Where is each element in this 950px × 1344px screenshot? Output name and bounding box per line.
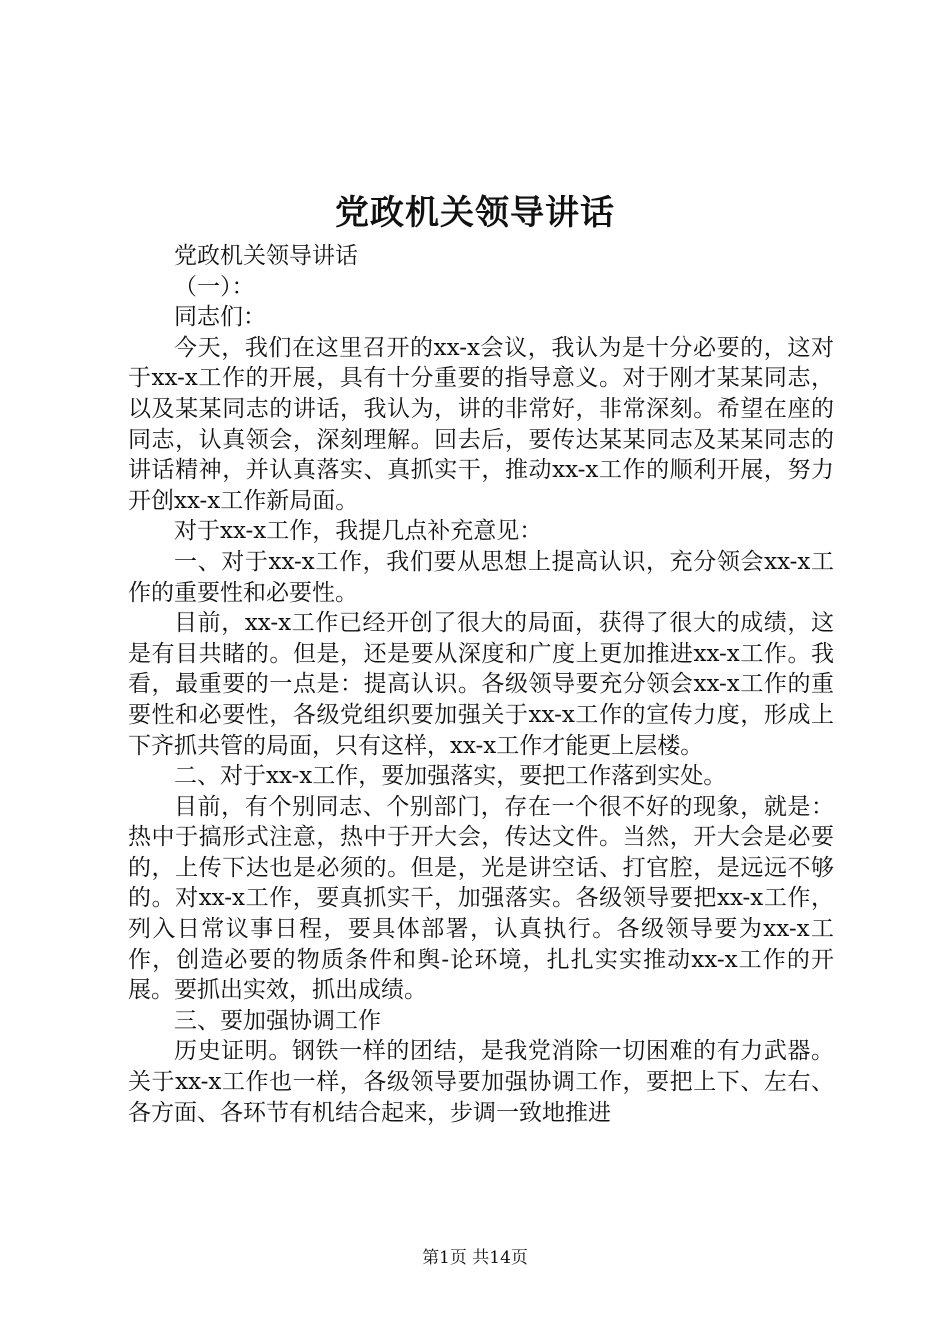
- document-body: [128, 241, 834, 1128]
- paragraph: 三、要加强协调工作: [174, 1007, 381, 1034]
- paragraph: 党政机关领导讲话: [174, 243, 358, 269]
- page-footer: 第1页 共14页: [422, 1248, 528, 1268]
- paragraph: 今天，我们在这里召开的xx-x会议，我认为是十分必要的，这对于xx-x工作的开展，具有十分重要的指导意义。对于刚才某某同志，以及某某同志的讲话，我认为，讲的非常好，非常深刻。希望在座的同志，认真领会，深刻理解。回去后，要传达某某同志及某某同志的讲话精神，并认真落实、真抓实干，推动xx-x工作的顺利开展，努力开创xx-x工作新局面。: [128, 334, 834, 514]
- paragraph: 一、对于xx-x工作，我们要从思想上提高认识，充分领会xx-x工作的重要性和必要性。: [128, 548, 834, 606]
- paragraph: 目前，有个别同志、个别部门，存在一个很不好的现象，就是：热中于搞形式注意，热中于开大会，传达文件。当然，开大会是必要的，上传下达也是必须的。但是，光是讲空话、打官腔，是远远不够的。对xx-x工作，要真抓实干，加强落实。各级领导要把xx-x工作，列入日常议事日程，要具体部署，认真执行。各级领导要为xx-x工作，创造必要的物质条件和舆-论环境，扎扎实实推动xx-x工作的开展。要抓出实效，抓出成绩。: [128, 793, 834, 1004]
- paragraph: 对于xx-x工作，我提几点补充意见：: [174, 518, 543, 545]
- paragraph: （一）：: [174, 273, 255, 300]
- paragraph: 历史证明。钢铁一样的团结，是我党消除一切困难的有力武器。关于xx-x工作也一样，各级领导要加强协调工作，要把上下、左右、各方面、各环节有机结合起来，步调一致地推进: [128, 1038, 834, 1126]
- paragraph: 二、对于xx-x工作，要加强落实，要把工作落到实处。: [174, 763, 727, 790]
- paragraph: 目前，xx-x工作已经开创了很大的局面，获得了很大的成绩，这是有目共睹的。但是，还是要从深度和广度上更加推进xx-x工作。我看，最重要的一点是：提高认识。各级领导要充分领会xx-x工作的重要性和必要性，各级党组织要加强关于xx-x工作的宣传力度，形成上下齐抓共管的局面，只有这样，xx-x工作才能更上层楼。: [128, 610, 834, 759]
- paragraph: 同志们：: [174, 304, 266, 331]
- document-title: 党政机关领导讲话: [335, 193, 615, 233]
